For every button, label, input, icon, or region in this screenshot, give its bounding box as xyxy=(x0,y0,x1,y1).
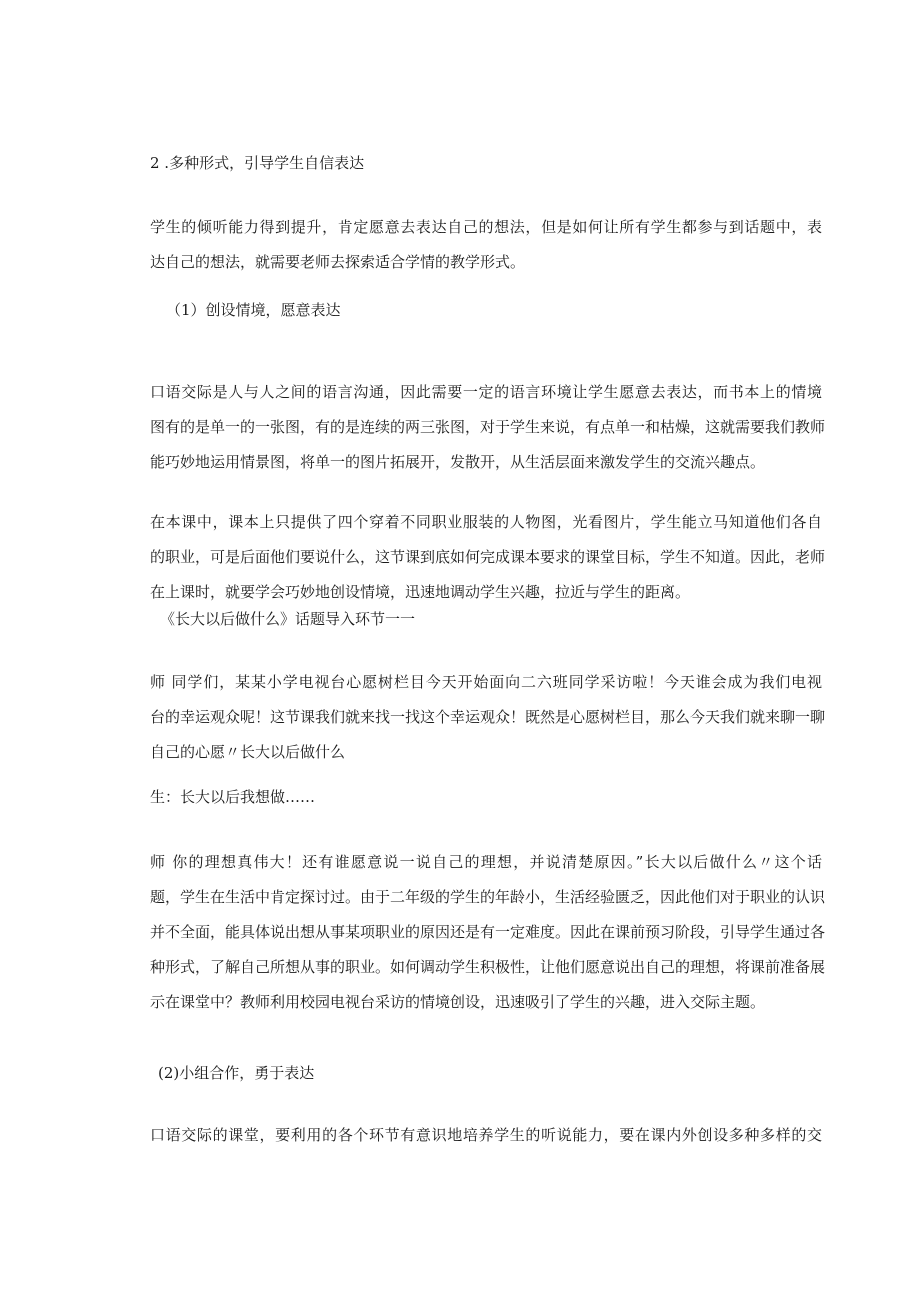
paragraph-line: 达自己的想法，就需要老师去探索适合学情的教学形式。 xyxy=(150,253,526,271)
paragraph-line: 示在课堂中？教师利用校园电视台采访的情境创设，迅速吸引了学生的兴趣，进入交际主题。 xyxy=(150,993,766,1011)
subheading-text: （1）创设情境，愿意表达 xyxy=(166,301,341,319)
paragraph-3 xyxy=(150,505,826,610)
subheading-text: 《长大以后做什么》话题导入环节一一 xyxy=(160,610,416,628)
paragraph-line: 在上课时，就要学会巧妙地创设情境，迅速地调动学生兴趣，拉近与学生的距离。 xyxy=(150,583,691,601)
paragraph-1 xyxy=(150,210,822,280)
paragraph-line: 在本课中，课本上只提供了四个穿着不同职业服装的人物图，光看图片，学生能立马知道他们各自 xyxy=(150,513,822,531)
paragraph-line: 的职业，可是后面他们要说什么，这节课到底如何完成课本要求的课堂目标，学生不知道。因此，老师 xyxy=(150,548,826,566)
paragraph-line: 师 你的理想真伟大！还有谁愿意说一说自己的理想，并说清楚原因。”长大以后做什么〃这个话 xyxy=(150,853,822,871)
paragraph-line: 师 同学们，某某小学电视台心愿树栏目今天开始面向二六班同学采访啦！今天谁会成为我们电视 xyxy=(150,673,822,691)
paragraph-line: 台的幸运观众呢！这节课我们就来找一找这个幸运观众！既然是心愿树栏目，那么今天我们就来聊一聊 xyxy=(150,708,826,726)
paragraph-line: 自己的心愿〃长大以后做什么 xyxy=(150,743,346,761)
paragraph-line: 题，学生在生活中肯定探讨过。由于二年级的学生的年龄小，生活经验匮乏，因此他们对于职业的认识 xyxy=(150,888,826,906)
paragraph-line: 生：长大以后我想做…… xyxy=(150,788,316,806)
paragraph-line: 能巧妙地运用情景图，将单一的图片拓展开，发散开，从生活层面来激发学生的交流兴趣点。 xyxy=(150,453,766,471)
paragraph-4 xyxy=(150,665,826,770)
subheading-text: (2)小组合作，勇于表达 xyxy=(158,1064,315,1082)
section-heading-text: 2 .多种形式，引导学生自信表达 xyxy=(150,154,365,172)
section-heading xyxy=(150,146,822,181)
paragraph-6 xyxy=(150,845,826,1020)
paragraph-2 xyxy=(150,375,826,480)
paragraph-line: 学生的倾听能力得到提升，肯定愿意去表达自己的想法，但是如何让所有学生都参与到话题中，表 xyxy=(150,218,822,236)
paragraph-line: 图有的是单一的一张图，有的是连续的两三张图，对于学生来说，有点单一和枯燥，这就需要我们教师 xyxy=(150,418,826,436)
paragraph-line: 口语交际是人与人之间的语言沟通，因此需要一定的语言环境让学生愿意去表达，而书本上的情境 xyxy=(150,383,822,401)
subheading-3 xyxy=(158,1056,830,1091)
subheading-2 xyxy=(160,602,832,637)
subheading-1 xyxy=(166,293,838,328)
paragraph-line: 并不全面，能具体说出想从事某项职业的原因还是有一定难度。因此在课前预习阶段，引导学生通过各 xyxy=(150,923,826,941)
paragraph-7 xyxy=(150,1118,822,1153)
paragraph-5 xyxy=(150,780,822,815)
paragraph-line: 种形式，了解自己所想从事的职业。如何调动学生积极性，让他们愿意说出自己的理想，将课前准备展 xyxy=(150,958,826,976)
paragraph-line: 口语交际的课堂，要利用的各个环节有意识地培养学生的听说能力，要在课内外创设多种多样的交 xyxy=(150,1126,822,1144)
